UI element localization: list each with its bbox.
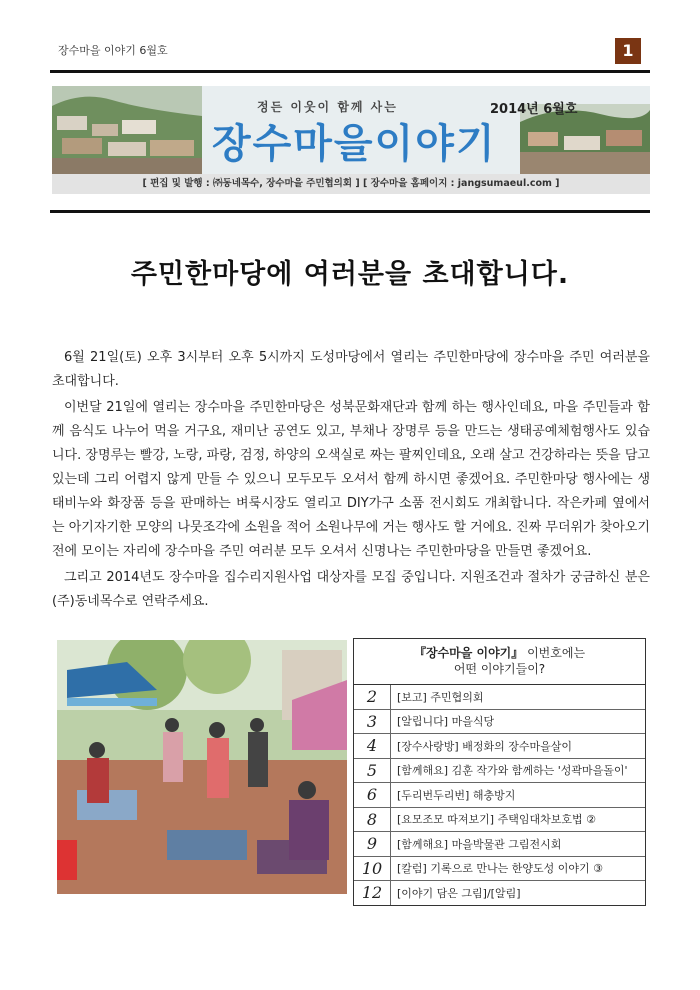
contents-entry: [함께해요] 마을박물관 그림전시회 bbox=[397, 837, 562, 851]
contents-page-number: 4 bbox=[354, 734, 391, 758]
contents-entry: [장수사랑방] 배정화의 장수마을살이 bbox=[397, 739, 572, 753]
contents-row bbox=[354, 857, 645, 882]
masthead-banner bbox=[52, 86, 650, 194]
contents-title-suffix: 이번호에는 bbox=[523, 646, 586, 660]
contents-row bbox=[354, 710, 645, 735]
contents-entry: [요모조모 따져보기] 주택임대차보호법 ② bbox=[397, 813, 596, 827]
contents-header bbox=[354, 639, 645, 685]
contents-row bbox=[354, 759, 645, 784]
contents-subtitle: 어떤 이야기들이? bbox=[453, 662, 546, 676]
contents-page-number: 10 bbox=[354, 857, 391, 881]
contents-entry: [알립니다] 마을식당 bbox=[397, 715, 495, 729]
masthead-title: 장수마을이야기 bbox=[212, 121, 497, 167]
masthead-tagline: 정든 이웃이 함께 사는 bbox=[257, 100, 398, 114]
running-title: 장수마을 이야기 6월호 bbox=[58, 44, 168, 57]
contents-entry: [이야기 담은 그림]/[알림] bbox=[397, 886, 521, 900]
contents-title: 『장수마을 이야기』 bbox=[413, 646, 524, 660]
contents-page-number: 6 bbox=[354, 783, 391, 807]
publisher-credit: [ 편집 및 발행 : ㈜동네목수, 장수마을 주민협의회 ] [ 장수마을 홈페이지 : jangsumaeul.com ] bbox=[52, 174, 650, 194]
contents-entry: [두리번두리번] 해충방지 bbox=[397, 788, 516, 802]
article-headline: 주민한마당에 여러분을 초대합니다. bbox=[130, 259, 570, 290]
masthead-rule bbox=[50, 210, 650, 213]
contents-entry: [칼럼] 기록으로 만나는 한양도성 이야기 ③ bbox=[397, 862, 603, 876]
article-paragraph: 이번달 21일에 열리는 장수마을 주민한마당은 성북문화재단과 함께 하는 행사인데요, 마을 주민들과 함께 음식도 나누어 먹을 거구요, 재미난 공연도 있고, 부채나 장명루 등을 만드는 생태공예체험행사도 있습니다. 장명루는 빨강, 노랑, 파랑, 검정, 하양의 오색실로 짜는 팔찌인데요, 오래 살고 건강하라는 뜻을 담고 있는데 그리 어렵지 않게 만들 수 있으니 모두모두 오셔서 함께 하시면 좋겠어요. 주민한마당 행사에는 생태비누와 화장품 등을 판매하는 벼룩시장도 열리고 DIY가구 소품 전시회도 개최합니다. 작은카페 옆에서는 아기자기한 모양의 나뭇조각에 소원을 적어 소원나무에 거는 행사도 할 거에요. 진짜 무더위가 찾아오기 전에 모이는 자리에 장수마을 주민 여러분 모두 오셔서 신명나는 주민한마당을 만들면 좋겠어요. bbox=[52, 400, 650, 559]
contents-entry: [함께해요] 김훈 작가와 함께하는 '성곽마을돌이' bbox=[397, 764, 628, 778]
contents-page-number: 3 bbox=[354, 710, 391, 734]
village-photo-left bbox=[52, 86, 202, 174]
contents-row bbox=[354, 783, 645, 808]
contents-entry: [보고] 주민협의회 bbox=[397, 690, 484, 704]
contents-page-number: 9 bbox=[354, 832, 391, 856]
contents-row bbox=[354, 881, 645, 905]
contents-row bbox=[354, 832, 645, 857]
contents-page-number: 2 bbox=[354, 685, 391, 709]
article-body bbox=[52, 346, 650, 616]
contents-page-number: 5 bbox=[354, 759, 391, 783]
page-number: 1 bbox=[615, 38, 641, 64]
top-rule bbox=[50, 70, 650, 73]
contents-row bbox=[354, 685, 645, 710]
contents-box bbox=[353, 638, 646, 906]
contents-row bbox=[354, 734, 645, 759]
article-paragraph: 6월 21일(토) 오후 3시부터 오후 5시까지 도성마당에서 열리는 주민한마당에 장수마을 주민 여러분을 초대합니다. bbox=[52, 350, 650, 389]
event-photo bbox=[57, 640, 347, 894]
contents-row bbox=[354, 808, 645, 833]
contents-page-number: 8 bbox=[354, 808, 391, 832]
issue-date: 2014년 6월호 bbox=[490, 102, 578, 117]
article-paragraph: 그리고 2014년도 장수마을 집수리지원사업 대상자를 모집 중입니다. 지원조건과 절차가 궁금하신 분은 (주)동네목수로 연락주세요. bbox=[52, 570, 650, 609]
contents-page-number: 12 bbox=[354, 881, 391, 905]
